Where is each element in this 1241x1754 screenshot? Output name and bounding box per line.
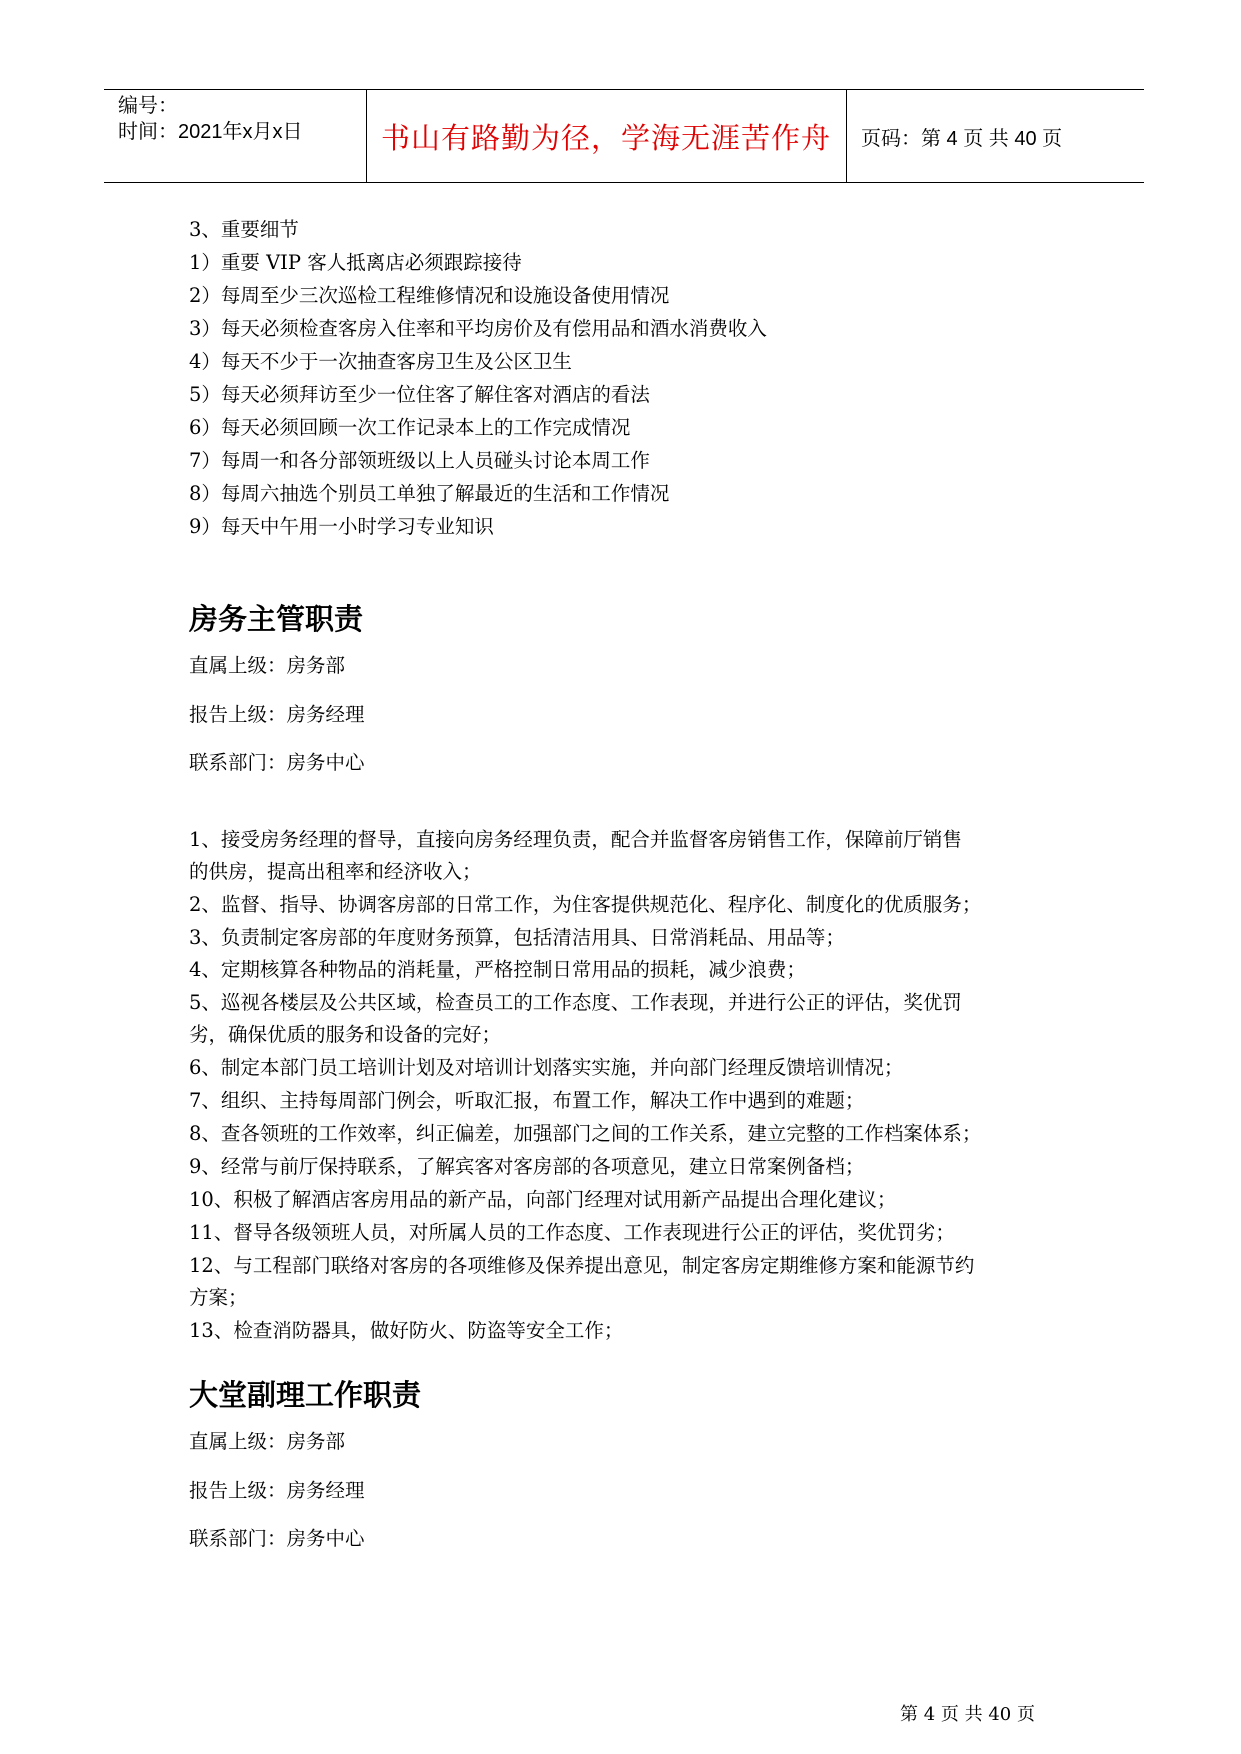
header-page-cell bbox=[847, 90, 1144, 182]
list-item: 1）重要 VIP 客人抵离店必须跟踪接待 bbox=[189, 251, 522, 274]
duty-line: 2、监督、指导、协调客房部的日常工作，为住客提供规范化、程序化、制度化的优质服务； bbox=[189, 893, 982, 916]
liaison-department: 联系部门：房务中心 bbox=[189, 751, 365, 774]
list-item: 7）每周一和各分部领班级以上人员碰头讨论本周工作 bbox=[189, 449, 650, 472]
list-item: 8）每周六抽选个别员工单独了解最近的生活和工作情况 bbox=[189, 482, 670, 505]
page-header bbox=[104, 89, 1144, 183]
list-item: 5）每天必须拜访至少一位住客了解住客对酒店的看法 bbox=[189, 383, 650, 406]
list-item: 3）每天必须检查客房入住率和平均房价及有偿用品和酒水消费收入 bbox=[189, 317, 767, 340]
section-heading-housekeeping-supervisor: 房务主管职责 bbox=[189, 602, 364, 636]
duty-line: 4、定期核算各种物品的消耗量，严格控制日常用品的损耗，减少浪费； bbox=[189, 958, 806, 981]
duty-line: 12、与工程部门联络对客房的各项维修及保养提出意见，制定客房定期维修方案和能源节约 bbox=[189, 1254, 975, 1277]
duty-line: 方案； bbox=[189, 1286, 248, 1309]
list-item: 2）每周至少三次巡检工程维修情况和设施设备使用情况 bbox=[189, 284, 670, 307]
list-item: 4）每天不少于一次抽查客房卫生及公区卫生 bbox=[189, 350, 572, 373]
direct-superior: 直属上级：房务部 bbox=[189, 1430, 346, 1453]
duty-line: 7、组织、主持每周部门例会，听取汇报，布置工作，解决工作中遇到的难题； bbox=[189, 1089, 865, 1112]
duty-line: 13、检查消防器具，做好防火、防盗等安全工作； bbox=[189, 1319, 624, 1342]
direct-superior: 直属上级：房务部 bbox=[189, 654, 346, 677]
duty-line: 10、积极了解酒店客房用品的新产品，向部门经理对试用新产品提出合理化建议； bbox=[189, 1188, 897, 1211]
header-motto: 书山有路勤为径，学海无涯苦作舟 bbox=[380, 120, 831, 155]
doc-date-label: 时间：2021年x月x日 bbox=[118, 121, 303, 143]
report-to: 报告上级：房务经理 bbox=[189, 1479, 365, 1502]
doc-number-label: 编号： bbox=[118, 95, 178, 117]
duty-line: 1、接受房务经理的督导，直接向房务经理负责，配合并监督客房销售工作，保障前厅销售 bbox=[189, 828, 962, 851]
report-to: 报告上级：房务经理 bbox=[189, 703, 365, 726]
page-footer: 第 4 页 共 40 页 bbox=[900, 1704, 1035, 1725]
duty-line: 5、巡视各楼层及公共区域，检查员工的工作态度、工作表现，并进行公正的评估，奖优罚 bbox=[189, 991, 962, 1014]
header-meta-cell bbox=[104, 90, 367, 182]
duty-line: 6、制定本部门员工培训计划及对培训计划落实实施，并向部门经理反馈培训情况； bbox=[189, 1056, 904, 1079]
section-heading-lobby-manager: 大堂副理工作职责 bbox=[189, 1378, 422, 1412]
duty-line: 3、负责制定客房部的年度财务预算，包括清洁用具、日常消耗品、用品等； bbox=[189, 926, 845, 949]
header-motto-cell bbox=[366, 90, 847, 182]
duty-line: 8、查各领班的工作效率，纠正偏差，加强部门之间的工作关系，建立完整的工作档案体系； bbox=[189, 1122, 982, 1145]
list-item: 6）每天必须回顾一次工作记录本上的工作完成情况 bbox=[189, 416, 631, 439]
details-title: 3、重要细节 bbox=[189, 218, 299, 241]
duty-line: 的供房，提高出租率和经济收入； bbox=[189, 860, 482, 883]
list-item: 9）每天中午用一小时学习专业知识 bbox=[189, 515, 494, 538]
duty-line: 劣，确保优质的服务和设备的完好； bbox=[189, 1023, 502, 1046]
duty-line: 9、经常与前厅保持联系，了解宾客对客房部的各项意见，建立日常案例备档； bbox=[189, 1155, 865, 1178]
liaison-department: 联系部门：房务中心 bbox=[189, 1527, 365, 1550]
duty-line: 11、督导各级领班人员，对所属人员的工作态度、工作表现进行公正的评估，奖优罚劣； bbox=[189, 1221, 955, 1244]
header-page-info: 页码：第 4 页 共 40 页 bbox=[861, 127, 1063, 150]
